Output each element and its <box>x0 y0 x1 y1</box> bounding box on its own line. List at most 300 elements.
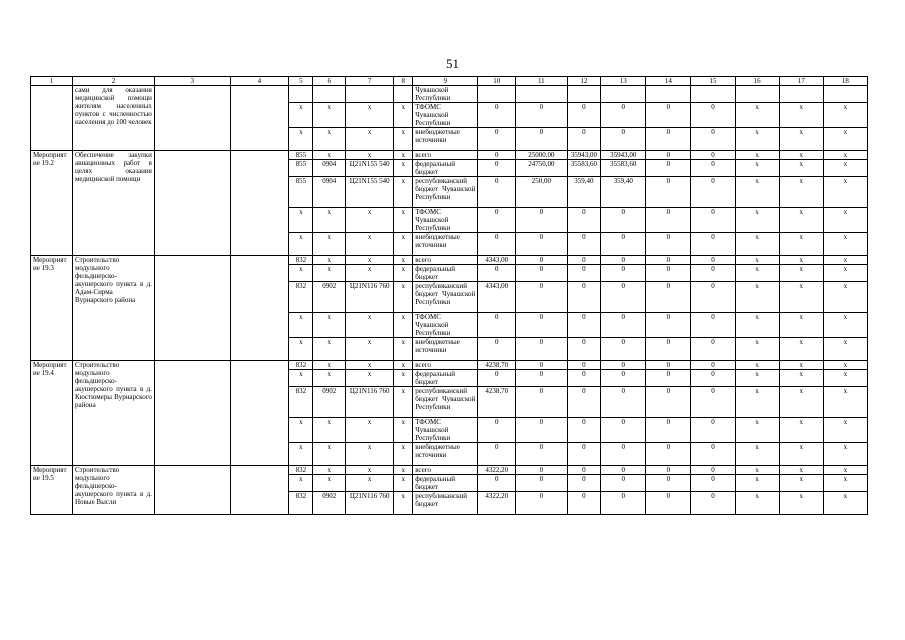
amount-cell: х <box>735 466 779 475</box>
amount-cell: 0 <box>646 387 691 418</box>
target-article-code: х <box>346 338 394 361</box>
section-code: х <box>313 475 346 492</box>
target-article-code: х <box>346 103 394 128</box>
amount-cell: 0 <box>646 177 691 208</box>
amount-cell: 0 <box>601 128 646 151</box>
funding-source: всего <box>413 151 478 160</box>
amount-cell: х <box>823 177 867 208</box>
measure-description: Строительство модульного фельдшерско-акушерского пункта в д. Новые Высли <box>73 466 155 515</box>
target-article-code: х <box>346 256 394 265</box>
amount-cell: 0 <box>516 475 567 492</box>
amount-cell: х <box>823 233 867 256</box>
grbs-code: х <box>289 475 313 492</box>
measure-id <box>31 86 73 151</box>
amount-cell: 0 <box>691 177 735 208</box>
expense-group-code: х <box>394 282 413 313</box>
amount-cell: 0 <box>478 475 516 492</box>
grbs-code: 855 <box>289 177 313 208</box>
amount-cell: х <box>735 418 779 443</box>
section-code: 0902 <box>313 492 346 515</box>
amount-cell: х <box>735 160 779 177</box>
table-row <box>31 151 868 160</box>
target-article-code: х <box>346 265 394 282</box>
amount-cell: 0 <box>646 443 691 466</box>
funding-source: ТФОМС Чувашской Республики <box>413 208 478 233</box>
amount-cell: 0 <box>567 313 601 338</box>
amount-cell: 0 <box>516 128 567 151</box>
amount-cell: 0 <box>601 313 646 338</box>
grbs-code: 832 <box>289 466 313 475</box>
amount-cell: х <box>779 282 823 313</box>
amount-cell: х <box>735 282 779 313</box>
amount-cell: 359,40 <box>567 177 601 208</box>
amount-cell: х <box>779 338 823 361</box>
funding-source: федеральный бюджет <box>413 265 478 282</box>
funding-source: республиканский бюджет Чувашской Республики <box>413 177 478 208</box>
column-header: 7 <box>346 77 394 86</box>
grbs-code: х <box>289 265 313 282</box>
amount-cell: 250,00 <box>516 177 567 208</box>
column-header: 13 <box>601 77 646 86</box>
amount-cell: 4322,20 <box>478 466 516 475</box>
grbs-code <box>289 86 313 103</box>
amount-cell: х <box>823 128 867 151</box>
responsible-cell <box>154 256 230 361</box>
target-article-code: х <box>346 151 394 160</box>
target-article-code: Ц21N116 760 <box>346 387 394 418</box>
amount-cell: 0 <box>646 265 691 282</box>
amount-cell: 0 <box>601 418 646 443</box>
table-row <box>31 466 868 475</box>
expense-group-code: х <box>394 177 413 208</box>
amount-cell: х <box>823 475 867 492</box>
amount-cell: 0 <box>516 313 567 338</box>
expense-group-code: х <box>394 443 413 466</box>
amount-cell: 0 <box>646 475 691 492</box>
amount-cell: 0 <box>691 282 735 313</box>
amount-cell: 0 <box>567 492 601 515</box>
target-article-code: Ц21N155 540 <box>346 160 394 177</box>
target-article-code <box>346 86 394 103</box>
amount-cell: 0 <box>691 160 735 177</box>
amount-cell: 0 <box>478 265 516 282</box>
amount-cell: х <box>779 387 823 418</box>
section-code: х <box>313 256 346 265</box>
expense-group-code: х <box>394 151 413 160</box>
amount-cell: 35583,60 <box>601 160 646 177</box>
measure-description: Строительство модульного фельдшерско-акушерского пункта в д. Адам-Сирма Вурнарского района <box>73 256 155 361</box>
funding-source: федеральный бюджет <box>413 160 478 177</box>
amount-cell: х <box>823 103 867 128</box>
amount-cell: 0 <box>691 338 735 361</box>
amount-cell: х <box>823 256 867 265</box>
amount-cell: 0 <box>567 387 601 418</box>
measure-description: сами для оказания медицинской помощи жителям населенных пунктов с численностью населения до 100 человек <box>73 86 155 151</box>
amount-cell: 0 <box>601 475 646 492</box>
amount-cell: 0 <box>567 475 601 492</box>
amount-cell <box>601 86 646 103</box>
section-code: 0904 <box>313 160 346 177</box>
amount-cell: 0 <box>646 418 691 443</box>
measure-description: Строительство модульного фельдшерско-акушерского пункта в д. Кюстюмеры Вурнарского района <box>73 361 155 466</box>
amount-cell: 0 <box>516 256 567 265</box>
amount-cell: х <box>823 208 867 233</box>
column-header: 12 <box>567 77 601 86</box>
target-article-code: Ц21N155 540 <box>346 177 394 208</box>
amount-cell: 0 <box>478 418 516 443</box>
amount-cell: 0 <box>691 475 735 492</box>
amount-cell: 0 <box>516 443 567 466</box>
amount-cell: 0 <box>516 265 567 282</box>
expense-group-code: х <box>394 103 413 128</box>
amount-cell: х <box>823 361 867 370</box>
amount-cell: 0 <box>601 208 646 233</box>
section-code: х <box>313 233 346 256</box>
amount-cell: х <box>735 475 779 492</box>
amount-cell: 0 <box>516 361 567 370</box>
responsible-cell <box>154 466 230 515</box>
amount-cell: х <box>779 492 823 515</box>
amount-cell: 0 <box>646 492 691 515</box>
grbs-code: х <box>289 370 313 387</box>
amount-cell: 0 <box>478 177 516 208</box>
column-header: 18 <box>823 77 867 86</box>
amount-cell: 0 <box>516 492 567 515</box>
column-header: 6 <box>313 77 346 86</box>
budget-table <box>30 76 868 515</box>
funding-source: республиканский бюджет <box>413 492 478 515</box>
amount-cell: 0 <box>516 418 567 443</box>
amount-cell: х <box>735 151 779 160</box>
amount-cell: х <box>779 151 823 160</box>
amount-cell: 0 <box>691 128 735 151</box>
column-header: 8 <box>394 77 413 86</box>
amount-cell: х <box>735 313 779 338</box>
grbs-code: 855 <box>289 160 313 177</box>
amount-cell: 0 <box>646 370 691 387</box>
amount-cell: 0 <box>567 265 601 282</box>
column-header: 10 <box>478 77 516 86</box>
amount-cell: 0 <box>691 313 735 338</box>
amount-cell: 35943,00 <box>601 151 646 160</box>
grbs-code: х <box>289 338 313 361</box>
amount-cell: 0 <box>567 418 601 443</box>
amount-cell: х <box>823 443 867 466</box>
expense-group-code: х <box>394 361 413 370</box>
responsible-cell <box>154 151 230 256</box>
amount-cell: 0 <box>601 233 646 256</box>
amount-cell: х <box>779 443 823 466</box>
amount-cell: х <box>735 361 779 370</box>
funding-source: ТФОМС Чувашской Республики <box>413 418 478 443</box>
amount-cell: х <box>823 338 867 361</box>
section-code: х <box>313 370 346 387</box>
measure-id: Мероприятие 19.4 <box>31 361 73 466</box>
amount-cell: х <box>823 265 867 282</box>
target-article-code: х <box>346 313 394 338</box>
amount-cell: 0 <box>646 151 691 160</box>
amount-cell: 0 <box>601 103 646 128</box>
amount-cell: 35943,00 <box>567 151 601 160</box>
expense-group-code: х <box>394 387 413 418</box>
section-code: х <box>313 151 346 160</box>
amount-cell: х <box>735 208 779 233</box>
amount-cell: 0 <box>601 387 646 418</box>
amount-cell: х <box>735 387 779 418</box>
amount-cell: 0 <box>567 208 601 233</box>
amount-cell: 359,40 <box>601 177 646 208</box>
amount-cell: х <box>779 313 823 338</box>
amount-cell: х <box>735 370 779 387</box>
section-code: х <box>313 466 346 475</box>
amount-cell: 0 <box>567 370 601 387</box>
amount-cell: 0 <box>478 128 516 151</box>
expense-group-code: х <box>394 160 413 177</box>
section-code: 0902 <box>313 387 346 418</box>
amount-cell: 0 <box>601 443 646 466</box>
amount-cell: 0 <box>478 208 516 233</box>
amount-cell: 0 <box>646 466 691 475</box>
expense-group-code: х <box>394 466 413 475</box>
amount-cell: 0 <box>478 103 516 128</box>
funding-source: внебюджетные источники <box>413 128 478 151</box>
measure-description: Обеспечение закупки авиационных работ в целях оказания медицинской помощи <box>73 151 155 256</box>
amount-cell: 0 <box>516 282 567 313</box>
amount-cell: 25000,00 <box>516 151 567 160</box>
column-header: 16 <box>735 77 779 86</box>
grbs-code: х <box>289 208 313 233</box>
grbs-code: 832 <box>289 492 313 515</box>
expense-group-code: х <box>394 475 413 492</box>
amount-cell: 4322,20 <box>478 492 516 515</box>
amount-cell: 0 <box>691 492 735 515</box>
table-row <box>31 361 868 370</box>
amount-cell: 0 <box>567 128 601 151</box>
amount-cell: 4343,00 <box>478 282 516 313</box>
funding-source: внебюджетные источники <box>413 233 478 256</box>
amount-cell: х <box>735 265 779 282</box>
grbs-code: х <box>289 418 313 443</box>
amount-cell: 0 <box>691 387 735 418</box>
funding-source: республиканский бюджет Чувашской Республики <box>413 282 478 313</box>
funding-source: федеральный бюджет <box>413 370 478 387</box>
amount-cell: 0 <box>567 233 601 256</box>
column-header: 11 <box>516 77 567 86</box>
amount-cell: 0 <box>567 361 601 370</box>
amount-cell <box>823 86 867 103</box>
expense-group-code: х <box>394 492 413 515</box>
expense-group-code: х <box>394 256 413 265</box>
funding-source: всего <box>413 256 478 265</box>
participant-cell <box>230 361 289 466</box>
amount-cell: 35583,60 <box>567 160 601 177</box>
amount-cell: 0 <box>646 128 691 151</box>
amount-cell: 24750,00 <box>516 160 567 177</box>
amount-cell: 0 <box>567 338 601 361</box>
amount-cell <box>478 86 516 103</box>
amount-cell: х <box>735 177 779 208</box>
expense-group-code: х <box>394 208 413 233</box>
amount-cell: х <box>779 233 823 256</box>
expense-group-code: х <box>394 370 413 387</box>
amount-cell: 0 <box>567 256 601 265</box>
funding-source: внебюджетные источники <box>413 338 478 361</box>
funding-source: ТФОМС Чувашской Республики <box>413 313 478 338</box>
target-article-code: х <box>346 443 394 466</box>
amount-cell: 0 <box>646 103 691 128</box>
amount-cell: х <box>779 370 823 387</box>
column-header: 5 <box>289 77 313 86</box>
amount-cell: 0 <box>691 256 735 265</box>
amount-cell: х <box>735 103 779 128</box>
section-code <box>313 86 346 103</box>
amount-cell: 0 <box>646 338 691 361</box>
section-code: х <box>313 103 346 128</box>
grbs-code: 832 <box>289 282 313 313</box>
amount-cell: 0 <box>567 443 601 466</box>
amount-cell <box>735 86 779 103</box>
amount-cell: 0 <box>646 361 691 370</box>
amount-cell: 0 <box>516 233 567 256</box>
section-code: х <box>313 208 346 233</box>
amount-cell: 0 <box>601 466 646 475</box>
amount-cell: 0 <box>478 160 516 177</box>
funding-source: Чувашской Республики <box>413 86 478 103</box>
amount-cell: 0 <box>601 361 646 370</box>
amount-cell: 0 <box>601 370 646 387</box>
target-article-code: х <box>346 418 394 443</box>
funding-source: внебюджетные источники <box>413 443 478 466</box>
responsible-cell <box>154 86 230 151</box>
amount-cell: х <box>779 361 823 370</box>
amount-cell: х <box>823 282 867 313</box>
amount-cell: х <box>823 370 867 387</box>
amount-cell: 0 <box>601 256 646 265</box>
amount-cell <box>516 86 567 103</box>
column-header: 4 <box>230 77 289 86</box>
table-row <box>31 256 868 265</box>
amount-cell: 0 <box>478 151 516 160</box>
participant-cell <box>230 256 289 361</box>
column-header: 17 <box>779 77 823 86</box>
amount-cell: 4343,00 <box>478 256 516 265</box>
amount-cell: 0 <box>478 233 516 256</box>
grbs-code: х <box>289 233 313 256</box>
grbs-code: х <box>289 443 313 466</box>
amount-cell: 4238,70 <box>478 361 516 370</box>
section-code: 0904 <box>313 177 346 208</box>
amount-cell: х <box>779 128 823 151</box>
target-article-code: х <box>346 370 394 387</box>
column-header: 1 <box>31 77 73 86</box>
amount-cell: х <box>823 160 867 177</box>
amount-cell: х <box>779 177 823 208</box>
amount-cell: х <box>823 387 867 418</box>
target-article-code: х <box>346 208 394 233</box>
section-code: х <box>313 361 346 370</box>
amount-cell: 0 <box>567 466 601 475</box>
amount-cell: х <box>779 466 823 475</box>
column-header: 3 <box>154 77 230 86</box>
amount-cell: х <box>735 443 779 466</box>
amount-cell: 0 <box>567 282 601 313</box>
amount-cell: 0 <box>478 370 516 387</box>
amount-cell <box>567 86 601 103</box>
amount-cell: 0 <box>516 466 567 475</box>
amount-cell: 0 <box>646 313 691 338</box>
section-code: х <box>313 128 346 151</box>
table-row <box>31 86 868 103</box>
amount-cell: 0 <box>646 208 691 233</box>
participant-cell <box>230 151 289 256</box>
responsible-cell <box>154 361 230 466</box>
amount-cell: 0 <box>691 443 735 466</box>
expense-group-code <box>394 86 413 103</box>
amount-cell: х <box>779 265 823 282</box>
page-number: 51 <box>446 56 459 71</box>
section-code: х <box>313 338 346 361</box>
amount-cell: 0 <box>516 103 567 128</box>
expense-group-code: х <box>394 338 413 361</box>
funding-source: ТФОМС Чувашской Республики <box>413 103 478 128</box>
amount-cell: 0 <box>691 466 735 475</box>
expense-group-code: х <box>394 128 413 151</box>
measure-id: Мероприятие 19.5 <box>31 466 73 515</box>
amount-cell <box>646 86 691 103</box>
amount-cell: 0 <box>516 338 567 361</box>
target-article-code: х <box>346 475 394 492</box>
amount-cell: х <box>779 208 823 233</box>
column-header: 15 <box>691 77 735 86</box>
amount-cell <box>691 86 735 103</box>
expense-group-code: х <box>394 233 413 256</box>
funding-source: республиканский бюджет Чувашской Республики <box>413 387 478 418</box>
amount-cell: х <box>735 233 779 256</box>
amount-cell: 0 <box>516 208 567 233</box>
expense-group-code: х <box>394 418 413 443</box>
amount-cell: 4238,70 <box>478 387 516 418</box>
funding-source: всего <box>413 361 478 370</box>
amount-cell: 0 <box>478 338 516 361</box>
amount-cell: 0 <box>691 208 735 233</box>
target-article-code: Ц21N116 760 <box>346 492 394 515</box>
target-article-code: х <box>346 361 394 370</box>
amount-cell: х <box>735 492 779 515</box>
amount-cell <box>779 86 823 103</box>
amount-cell: 0 <box>516 370 567 387</box>
amount-cell: х <box>779 418 823 443</box>
amount-cell: 0 <box>646 233 691 256</box>
measure-id: Мероприятие 19.2 <box>31 151 73 256</box>
amount-cell: 0 <box>646 282 691 313</box>
amount-cell: х <box>779 256 823 265</box>
measure-id: Мероприятие 19.3 <box>31 256 73 361</box>
amount-cell: 0 <box>646 256 691 265</box>
grbs-code: х <box>289 103 313 128</box>
column-header: 9 <box>413 77 478 86</box>
target-article-code: х <box>346 233 394 256</box>
funding-source: всего <box>413 466 478 475</box>
amount-cell: 0 <box>601 265 646 282</box>
grbs-code: 855 <box>289 151 313 160</box>
amount-cell: х <box>823 418 867 443</box>
section-code: х <box>313 443 346 466</box>
amount-cell: х <box>779 160 823 177</box>
funding-source: федеральный бюджет <box>413 475 478 492</box>
amount-cell: х <box>779 103 823 128</box>
amount-cell: 0 <box>478 313 516 338</box>
section-code: х <box>313 313 346 338</box>
